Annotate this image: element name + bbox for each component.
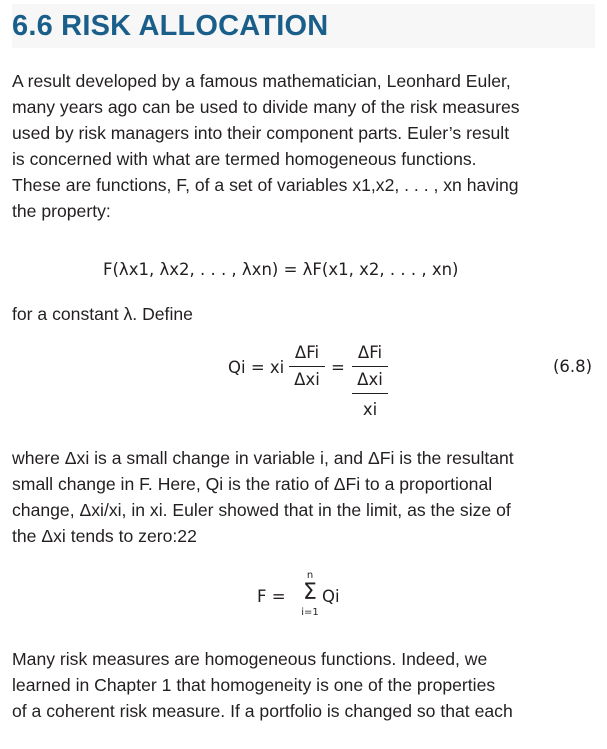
q-frac2-middle: Δxi: [357, 370, 383, 389]
closing-line-2: learned in Chapter 1 that homogeneity is one of the properties: [12, 675, 496, 695]
intro-line-4: is concerned with what are termed homogeneous functions.: [12, 149, 477, 169]
equation-number: (6.8): [553, 357, 593, 376]
closing-paragraph: [12, 646, 597, 724]
closing-line-1: Many risk measures are homogeneous functions. Indeed, we: [12, 649, 488, 669]
define-text: for a constant λ. Define: [12, 304, 193, 324]
where-line-4: the Δxi tends to zero:22: [12, 526, 197, 546]
sum-lower-limit: i=1: [301, 607, 319, 618]
intro-paragraph: [12, 68, 597, 224]
sum-term: Qi: [322, 587, 340, 606]
where-line-3: change, Δxi/xi, in xi. Euler showed that in the limit, as the size of: [12, 500, 511, 520]
q-frac1-bar: [289, 366, 325, 367]
define-line: [12, 301, 597, 327]
q-frac1-numerator: ΔFi: [294, 343, 320, 362]
intro-line-2: many years ago can be used to divide many of the risk measures: [12, 97, 520, 117]
intro-line-1: A result developed by a famous mathematician, Leonhard Euler,: [12, 71, 511, 91]
q-frac1-denominator: Δxi: [294, 370, 320, 389]
closing-line-3: of a coherent risk measure. If a portfolio is changed so that each: [12, 701, 513, 721]
where-line-1: where Δxi is a small change in variable i, and ΔFi is the resultant: [12, 448, 514, 468]
intro-line-6: the property:: [12, 201, 111, 221]
q-frac2-bar: [352, 366, 388, 367]
sum-upper-limit: n: [306, 570, 314, 581]
section-heading: 6.6 RISK ALLOCATION: [12, 4, 595, 48]
q-frac2-bar-lower: [352, 393, 388, 394]
q-lhs: Qi = xi: [228, 358, 285, 377]
q-frac2-numerator: ΔFi: [357, 343, 383, 362]
sum-lhs: F =: [257, 587, 286, 606]
sigma-symbol: Σ: [303, 580, 317, 605]
where-paragraph: [12, 445, 597, 549]
q-frac2-denominator: xi: [362, 400, 378, 419]
homogeneity-equation: F(λx1, λx2, . . . , λxn) = λF(x1, x2, . . . , xn): [103, 260, 459, 279]
intro-line-3: used by risk managers into their component parts. Euler’s result: [12, 123, 510, 143]
q-equals: =: [331, 358, 345, 377]
where-line-2: small change in F. Here, Qi is the ratio of ΔFi to a proportional: [12, 474, 493, 494]
intro-line-5: These are functions, F, of a set of variables x1,x2, . . . , xn having: [12, 175, 519, 195]
